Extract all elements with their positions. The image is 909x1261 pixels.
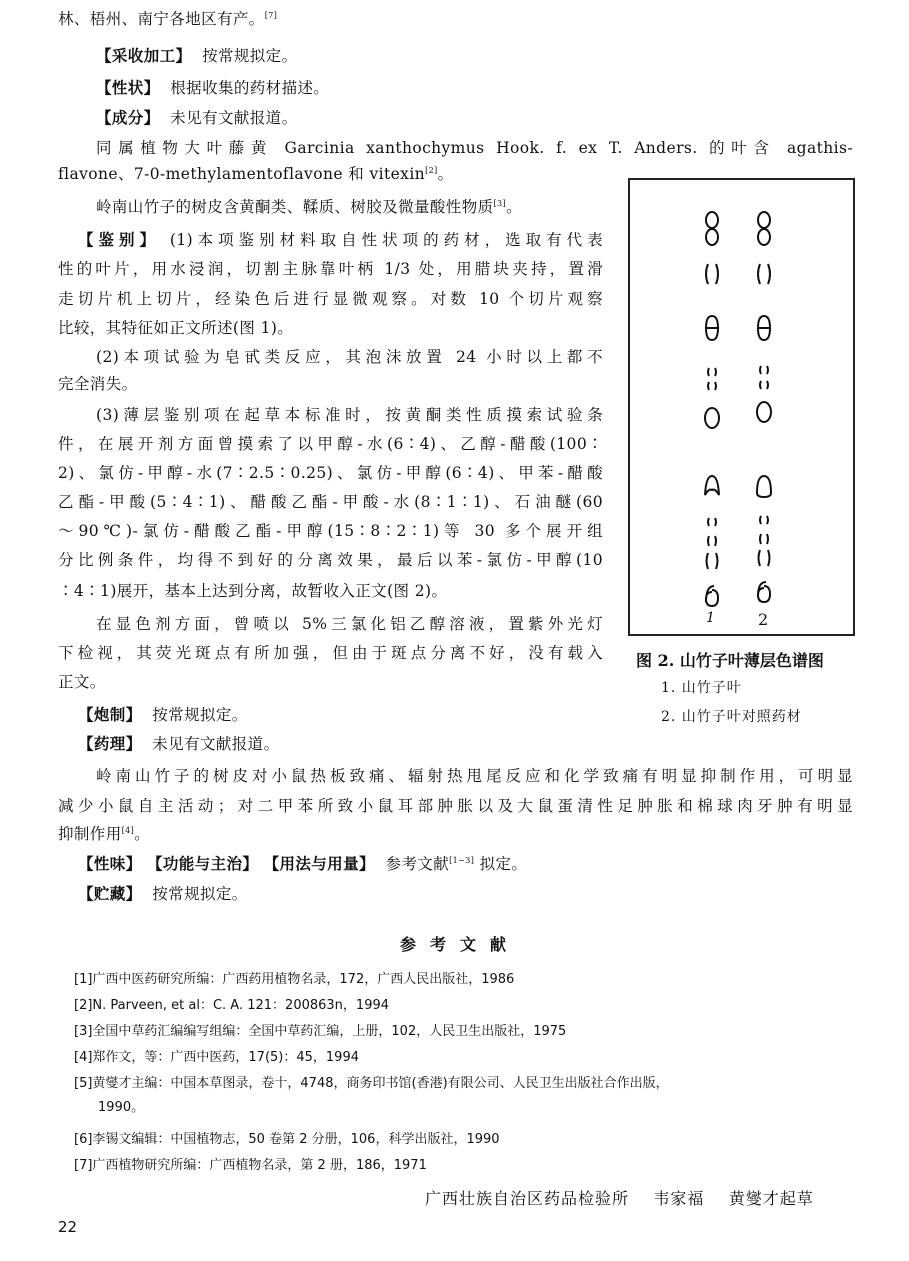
- section-identification: 【鉴别】 (1)本项鉴别材料取自性状项的药材，选取有代表: [78, 230, 603, 249]
- reference-item: [4]郑作文，等：广西中医药，17(5)：45，1994: [74, 1050, 359, 1065]
- section-nature-function-usage: 【性味】 【功能与主治】 【用法与用量】 参考文献[1~3] 拟定。: [78, 854, 528, 873]
- text-line: 岭南山竹子的树皮对小鼠热板致痛、辐射热甩尾反应和化学致痛有明显抑制作用，可明显: [96, 767, 853, 785]
- section-description: 【性状】 根据收集的药材描述。: [96, 78, 330, 97]
- text-line: 性的叶片，用水浸润，切割主脉靠叶柄 1/3 处，用腊块夹持，置滑: [58, 260, 603, 278]
- reference-item-continuation: 1990。: [98, 1100, 145, 1115]
- tlc-figure-frame: [628, 178, 855, 636]
- text-line: 正文。: [58, 673, 106, 691]
- text-line: 下检视，其荧光斑点有所加强，但由于斑点分离不好，没有载入: [58, 644, 603, 662]
- tlc-chromatogram: [630, 180, 853, 634]
- text-line: (3)薄层鉴别项在起草本标准时，按黄酮类性质摸索试验条: [96, 406, 603, 424]
- text-line: flavone、7-0-methylamentoflavone 和 vitexin[2]。: [58, 165, 454, 183]
- section-storage: 【贮藏】 按常规拟定。: [78, 884, 248, 903]
- text-line: 完全消失。: [58, 375, 138, 393]
- section-processing: 【炮制】 按常规拟定。: [78, 705, 248, 724]
- figure-caption: 图 2. 山竹子叶薄层色谱图: [636, 651, 824, 670]
- text-line: ～90℃)-氯仿-醋酸乙酯-甲醇(15∶8∶2∶1)等 30 多个展开组: [58, 522, 603, 540]
- text-line: 减少小鼠自主活动；对二甲苯所致小鼠耳部肿胀以及大鼠蛋清性足肿胀和棉球肉牙肿有明显: [58, 797, 853, 815]
- figure-legend-1: 1. 山竹子叶: [661, 680, 742, 696]
- reference-item: [6]李锡文编辑：中国植物志，50 卷第 2 分册，106，科学出版社，1990: [74, 1132, 500, 1147]
- text-line: 抑制作用[4]。: [58, 825, 151, 843]
- text-line: 2)、氯仿-甲醇-水(7∶2.5∶0.25)、氯仿-甲醇(6∶4)、甲苯-醋酸: [58, 464, 603, 482]
- text-line: 比较，其特征如正文所述(图 1)。: [58, 319, 294, 337]
- section-composition: 【成分】 未见有文献报道。: [96, 108, 298, 127]
- section-pharmacology: 【药理】 未见有文献报道。: [78, 734, 280, 753]
- text-line: 走切片机上切片，经染色后进行显微观察。对数 10 个切片观察: [58, 290, 603, 308]
- reference-item: [7]广西植物研究所编：广西植物名录，第 2 册，186，1971: [74, 1158, 427, 1173]
- reference-item: [5]黄燮才主编：中国本草图录，卷十，4748，商务印书馆(香港)有限公司、人民卫生出版社合作出版，: [74, 1076, 669, 1091]
- text-line: (2)本项试验为皂甙类反应，其泡沫放置 24 小时以上都不: [96, 348, 603, 366]
- text-line: 林、梧州、南宁各地区有产。[7]: [58, 10, 278, 28]
- reference-item: [2]N. Parveen, et al：C. A. 121：200863n，1994: [74, 998, 390, 1013]
- text-line: 岭南山竹子的树皮含黄酮类、鞣质、树胶及微量酸性物质[3]。: [96, 198, 522, 216]
- reference-item: [3]全国中草药汇编编写组编：全国中草药汇编，上册，102，人民卫生出版社，1975: [74, 1024, 567, 1039]
- reference-item: [1]广西中医药研究所编：广西药用植物名录，172，广西人民出版社，1986: [74, 972, 515, 987]
- lane-2-spots: [757, 212, 771, 602]
- page-number: 22: [58, 1218, 78, 1236]
- lane-1-label: 1: [706, 610, 715, 626]
- author-signature: 广西壮族自治区药品检验所 韦家福 黄燮才起草: [425, 1189, 814, 1208]
- text-line: 同属植物大叶藤黄 Garcinia xanthochymus Hook. f. ex T. Anders. 的叶含 agathis-: [96, 139, 853, 157]
- section-harvest: 【采收加工】 按常规拟定。: [96, 46, 298, 65]
- text-line: 乙酯-甲酸(5∶4∶1)、醋酸乙酯-甲酸-水(8∶1∶1)、石油醚(60: [58, 493, 603, 511]
- lane-2-label: 2: [758, 610, 769, 629]
- text-line: ∶4∶1)展开，基本上达到分离，故暂收入正文(图 2)。: [58, 582, 448, 600]
- text-line: 在显色剂方面，曾喷以 5%三氯化铝乙醇溶液，置紫外光灯: [96, 615, 603, 633]
- text-line: 分比例条件，均得不到好的分离效果，最后以苯-氯仿-甲醇(10: [58, 551, 603, 569]
- figure-legend-2: 2. 山竹子叶对照药材: [661, 709, 802, 725]
- references-heading: 参考文献: [400, 935, 521, 954]
- lane-1-spots: [705, 212, 719, 606]
- text-line: 件，在展开剂方面曾摸索了以甲醇-水(6∶4)、乙醇-醋酸(100∶: [58, 435, 603, 453]
